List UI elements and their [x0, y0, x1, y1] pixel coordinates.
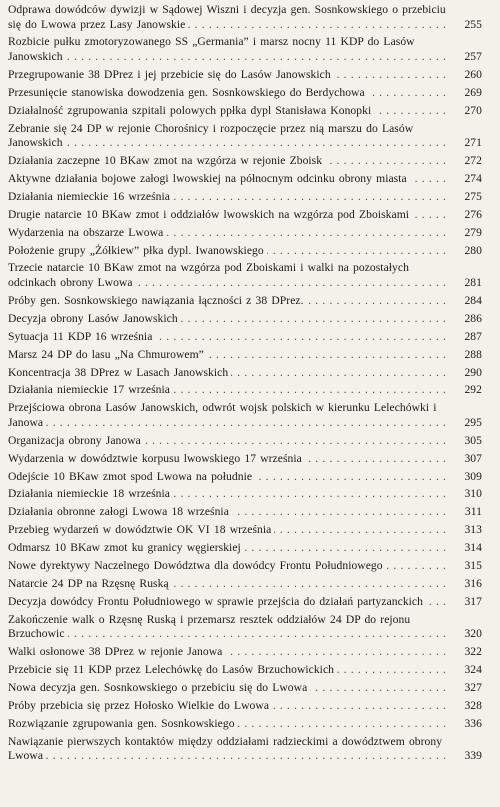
toc-entry — [8, 68, 482, 83]
toc-entry-page: 270 — [446, 104, 482, 119]
toc-entry-title: Nawiązanie pierwszych kontaktów między oddziałami radzieckimi a dowództwem obrony Lwowa — [8, 734, 443, 763]
toc-entry-page: 271 — [446, 136, 482, 151]
toc-entry-title: Odejście 10 BKaw zmot spod Lwowa na południe — [8, 470, 255, 483]
toc-entry — [8, 434, 482, 449]
toc-entry-title: Walki osłonowe 38 DPrez w rejonie Janowa — [8, 645, 225, 658]
toc-entry-title: Odmarsz 10 BKaw zmot ku granicy węgierskiej — [8, 541, 244, 554]
toc-entry — [8, 383, 482, 398]
toc-entry — [8, 330, 482, 345]
toc-entry — [8, 244, 482, 259]
toc-entry — [8, 523, 482, 538]
toc-entry-title: Decyzja obrony Lasów Janowskich — [8, 312, 181, 325]
toc-entry — [8, 366, 482, 381]
toc-entry-title: Nowa decyzja gen. Sosnkowskiego o przebiciu się do Lwowa — [8, 681, 310, 694]
toc-entry-page: 305 — [446, 434, 482, 449]
toc-entry-title: Wydarzenia w dowództwie korpusu lwowskiego 17 września — [8, 452, 305, 465]
toc-entry-page: 275 — [446, 190, 482, 205]
toc-entry-page: 280 — [446, 244, 482, 259]
toc-entry-page: 260 — [446, 68, 482, 83]
toc-entry-title: Natarcie 24 DP na Rzęsnę Ruską — [8, 577, 172, 590]
toc-entry-page: 257 — [446, 50, 482, 65]
toc-entry-page: 320 — [446, 627, 482, 642]
toc-entry-page: 255 — [446, 18, 482, 33]
toc-entry-page: 314 — [446, 541, 482, 556]
toc-entry-page: 279 — [446, 226, 482, 241]
toc-entry — [8, 261, 482, 290]
toc-entry-title: Zebranie się 24 DP w rejonie Chorośnicy i rozpoczęcie przez nią marszu do Lasów Janowskich — [8, 121, 414, 150]
toc-entry — [8, 294, 482, 309]
toc-entry-page: 276 — [446, 208, 482, 223]
toc-entry — [8, 122, 482, 151]
toc-entry — [8, 452, 482, 467]
toc-entry-title: Przesunięcie stanowiska dowodzenia gen. Sosnkowskiego do Berdychowa — [8, 86, 368, 99]
toc-entry — [8, 208, 482, 223]
toc-entry-title: Zakończenie walk o Rzęsnę Ruską i przemarsz resztek oddziałów 24 DP do rejonu Brzuchowic — [8, 612, 411, 641]
toc-entry — [8, 172, 482, 187]
toc-entry — [8, 645, 482, 660]
toc-entry — [8, 681, 482, 696]
toc-entry — [8, 577, 482, 592]
toc-entry-title: Aktywne działania bojowe załogi lwowskiej na północnym odcinku obrony miasta — [8, 172, 410, 185]
toc-entry — [8, 86, 482, 101]
toc-entry-title: Decyzja dowódcy Frontu Południowego w sprawie przejścia do działań partyzanckich — [8, 595, 426, 608]
toc-entry — [8, 154, 482, 169]
toc-entry-page: 309 — [446, 470, 482, 485]
toc-entry — [8, 505, 482, 520]
toc-entry-title: Nowe dyrektywy Naczelnego Dowództwa dla dowódcy Frontu Południowego — [8, 559, 386, 572]
toc-entry-title: Przebicie się 11 KDP przez Lelechówkę do Lasów Brzuchowickich — [8, 663, 337, 676]
toc-entry — [8, 226, 482, 241]
toc-entry-page: 336 — [446, 717, 482, 732]
toc-entry-title: Trzecie natarcie 10 BKaw zmot na wzgórza pod Zboiskami i walki na pozostałych odcinkach obrony Lwowa — [8, 261, 409, 290]
toc-entry-title: Próby gen. Sosnkowskiego nawiązania łączności z 38 DPrez. — [8, 294, 307, 307]
toc-entry-page: 315 — [446, 559, 482, 574]
toc-entry-title: Działania niemieckie 17 września — [8, 383, 173, 396]
toc-entry-title: Organizacja obrony Janowa — [8, 434, 144, 447]
toc-entry-page: 310 — [446, 487, 482, 502]
toc-entry-page: 339 — [446, 749, 482, 764]
toc-entry-page: 286 — [446, 312, 482, 327]
toc-entry — [8, 35, 482, 64]
toc-entry-page: 292 — [446, 383, 482, 398]
toc-entry-page: 311 — [446, 505, 482, 520]
toc-entry — [8, 613, 482, 642]
toc-entry — [8, 487, 482, 502]
toc-entry-page: 274 — [446, 172, 482, 187]
toc-entry — [8, 699, 482, 714]
toc-entry-title: Wydarzenia na obszarze Lwowa — [8, 226, 166, 239]
toc-entry-page: 284 — [446, 294, 482, 309]
toc-entry — [8, 190, 482, 205]
toc-entry — [8, 595, 482, 610]
toc-entry-page: 269 — [446, 86, 482, 101]
toc-entry-page: 317 — [446, 595, 482, 610]
toc-entry-title: Działania niemieckie 18 września — [8, 487, 173, 500]
toc-entry-page: 307 — [446, 452, 482, 467]
toc-entry-title: Marsz 24 DP do lasu „Na Chmurowem” — [8, 348, 207, 361]
toc-entry-title: Rozbicie pułku zmotoryzowanego SS „Germania” i marsz nocny 11 KDP do Lasów Janowskich — [8, 35, 415, 64]
toc-entry-page: 295 — [446, 416, 482, 431]
toc-entry — [8, 104, 482, 119]
toc-entry-page: 313 — [446, 523, 482, 538]
toc-entry-page: 327 — [446, 681, 482, 696]
toc-entry-page: 290 — [446, 366, 482, 381]
toc-entry-title: Działalność zgrupowania szpitali polowych ppłka dypl Stanisława Konopki — [8, 104, 374, 117]
toc-entry-page: 316 — [446, 577, 482, 592]
toc-entry-title: Koncentracja 38 DPrez w Lasach Janowskich — [8, 366, 231, 379]
toc-entry — [8, 541, 482, 556]
toc-entry — [8, 559, 482, 574]
toc-entry — [8, 663, 482, 678]
toc-entry-title: Działania zaczepne 10 BKaw zmot na wzgórza w rejonie Zboisk — [8, 154, 325, 167]
toc-entry-title: Działania niemieckie 16 września — [8, 190, 173, 203]
toc-entry-title: Przegrupowanie 38 DPrez i jej przebicie się do Lasów Janowskich — [8, 68, 334, 81]
toc-entry-page: 324 — [446, 663, 482, 678]
toc-entry-page: 281 — [446, 276, 482, 291]
toc-entry — [8, 348, 482, 363]
toc-entry — [8, 401, 482, 430]
toc-entry-page: 328 — [446, 699, 482, 714]
toc-entry-title: Odprawa dowódców dywizji w Sądowej Wiszni i decyzja gen. Sosnkowskiego o przebiciu się do Lwowa przez Lasy Janowskie — [8, 3, 446, 31]
toc-entry-page: 288 — [446, 348, 482, 363]
toc-entry-title: Drugie natarcie 10 BKaw zmot i oddziałów lwowskich na wzgórza pod Zboiskami — [8, 208, 412, 221]
toc-entry-page: 272 — [446, 154, 482, 169]
toc-entry-title: Rozwiązanie zgrupowania gen. Sosnkowskiego — [8, 717, 238, 730]
toc-entry — [8, 312, 482, 327]
toc-entry-title: Sytuacja 11 KDP 16 września — [8, 330, 155, 343]
toc-entry — [8, 3, 482, 32]
toc-entry — [8, 717, 482, 732]
toc-entry-page: 322 — [446, 645, 482, 660]
toc-entry-title: Próby przebicia się przez Hołosko Wielkie do Lwowa — [8, 699, 272, 712]
toc-entry — [8, 735, 482, 764]
toc-entry — [8, 470, 482, 485]
toc-entry-title: Przejściowa obrona Lasów Janowskich, odwrót wojsk polskich w kierunku Lelechówki i Janowa — [8, 401, 437, 429]
toc-entry-title: Działania obronne załogi Lwowa 18 września — [8, 505, 232, 518]
toc-entry-title: Przebieg wydarzeń w dowództwie OK VI 18 września — [8, 523, 274, 536]
toc-entry-title: Położenie grupy „Żółkiew” płka dypl. Iwanowskiego — [8, 244, 267, 257]
toc-entry-page: 287 — [446, 330, 482, 345]
